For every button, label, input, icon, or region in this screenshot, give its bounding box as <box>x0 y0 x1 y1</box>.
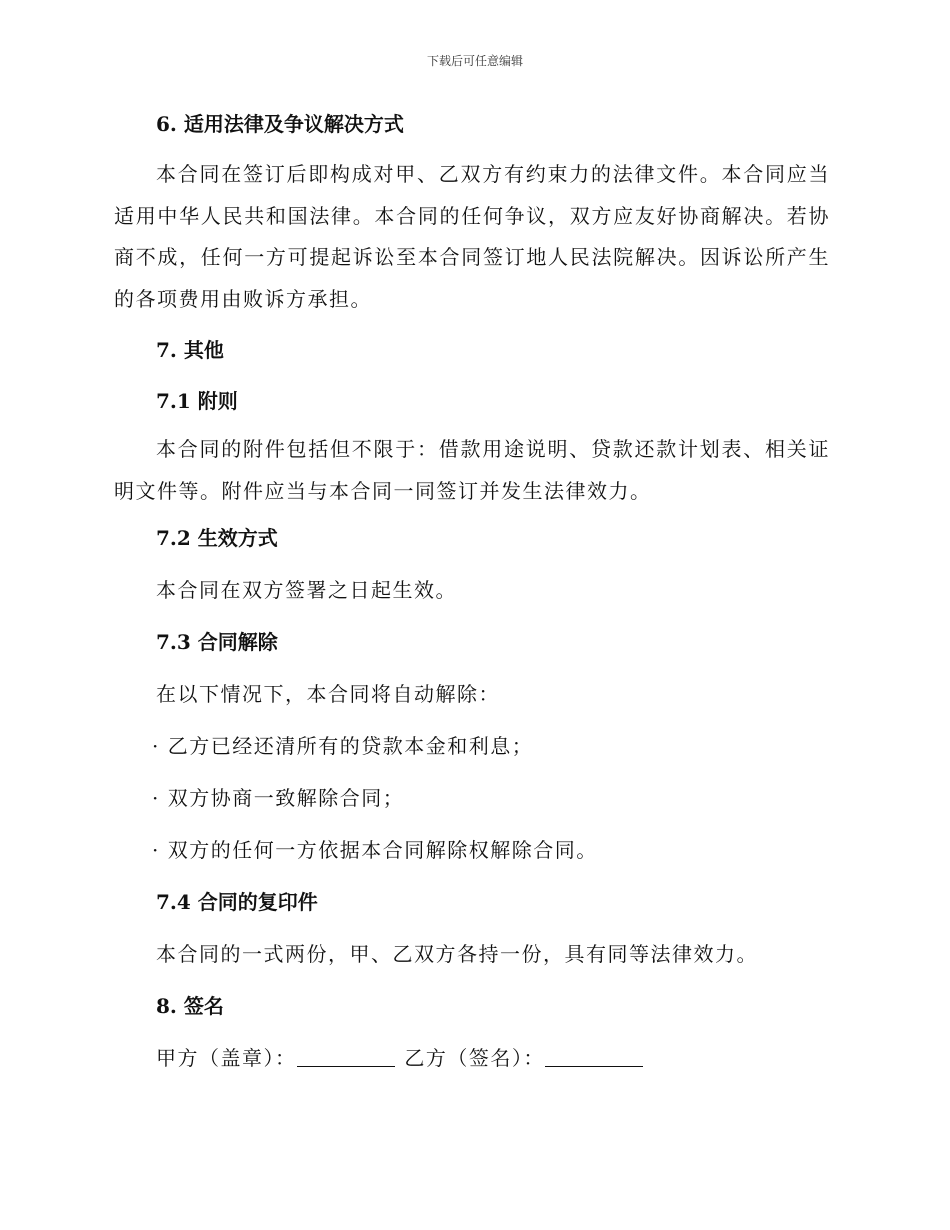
section-7-3-title: 7.3 合同解除 <box>156 630 278 654</box>
section-7-3-intro: 在以下情况下，本合同将自动解除： <box>156 682 500 706</box>
section-7-1-title: 7.1 附则 <box>156 389 238 413</box>
section-8-title: 8. 签名 <box>156 994 224 1018</box>
signature-line <box>114 1042 830 1074</box>
party-b-signature-blank[interactable] <box>545 1044 643 1067</box>
section-7-1-body: 本合同的附件包括但不限于：借款用途说明、贷款还款计划表、相关证明文件等。附件应当与本合同一同签订并发生法律效力。 <box>114 437 830 503</box>
section-6-body: 本合同在签订后即构成对甲、乙双方有约束力的法律文件。本合同应当适用中华人民共和国法律。本合同的任何争议，双方应友好协商解决。若协商不成，任何一方可提起诉讼至本合同签订地人民法院解决。因诉讼所产生的各项费用由败诉方承担。 <box>114 162 830 311</box>
section-7-4-title: 7.4 合同的复印件 <box>156 890 318 914</box>
party-a-label: 甲方（盖章）： <box>156 1046 297 1070</box>
party-a-signature-blank[interactable] <box>297 1044 395 1067</box>
list-item: · 双方协商一致解除合同； <box>152 786 405 810</box>
section-6-title: 6. 适用法律及争议解决方式 <box>156 112 404 136</box>
list-item: · 双方的任何一方依据本合同解除权解除合同。 <box>152 838 598 862</box>
section-7-2-body: 本合同在双方签署之日起生效。 <box>156 578 457 602</box>
document-body <box>114 108 830 1074</box>
list-item: · 乙方已经还清所有的贷款本金和利息； <box>152 734 534 758</box>
section-7-4-body: 本合同的一式两份，甲、乙双方各持一份，具有同等法律效力。 <box>156 942 758 966</box>
section-7-title: 7. 其他 <box>156 338 224 362</box>
party-b-label: 乙方（签名）： <box>404 1046 545 1070</box>
page-header: 下载后可任意编辑 <box>426 54 523 68</box>
section-7-2-title: 7.2 生效方式 <box>156 526 278 550</box>
